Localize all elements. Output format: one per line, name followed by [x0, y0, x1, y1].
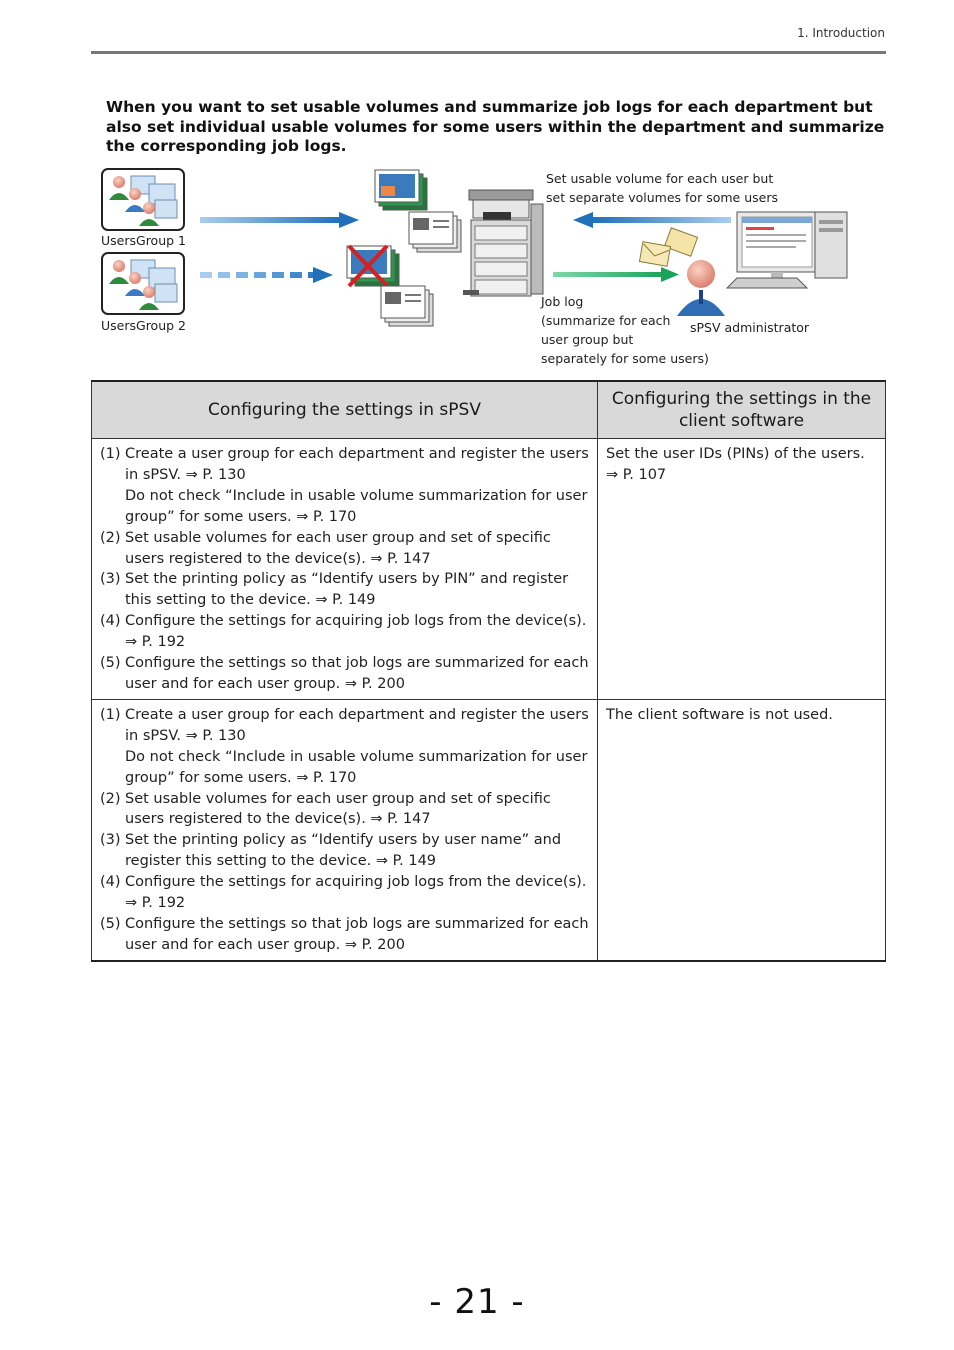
step-item: [100, 444, 589, 528]
step-number: (2): [100, 790, 121, 807]
color-document-stack-crossed-icon: [347, 246, 399, 286]
step-item: [100, 789, 589, 831]
users-group-2-label: UsersGroup 2: [101, 318, 186, 333]
section-header: 1. Introduction: [797, 26, 885, 40]
step-item: [100, 914, 589, 956]
joblog-label-line1: Job log: [541, 294, 584, 309]
step-number: (5): [100, 915, 121, 932]
table-header-row: [92, 381, 886, 439]
steps-list: [100, 444, 589, 695]
header-rule: [91, 51, 886, 54]
step-item: [100, 611, 589, 653]
spsv-steps-cell: [92, 699, 598, 960]
table-row: [92, 699, 886, 960]
set-volume-label-line2: set separate volumes for some users: [546, 190, 778, 205]
admin-person-icon: [677, 260, 725, 316]
workflow-figure: [91, 160, 886, 375]
step-text: Set usable volumes for each user group and set of specific users registered to the device(s). ⇒ P. 147: [125, 529, 551, 567]
step-number: (3): [100, 571, 121, 588]
set-volume-label-line1: Set usable volume for each user but: [546, 171, 774, 186]
envelope-icon: [639, 228, 697, 266]
joblog-label-line3: user group but: [541, 332, 634, 347]
printer-icon: [463, 190, 543, 296]
spsv-steps-cell: [92, 439, 598, 700]
step-number: (5): [100, 655, 121, 672]
admin-label: sPSV administrator: [690, 320, 810, 335]
joblog-arrow: [553, 267, 679, 282]
table-row: [92, 439, 886, 700]
color-document-stack-icon: [375, 170, 427, 210]
section-heading: When you want to set usable volumes and summarize job logs for each department but also set individual usable volumes for some users within the department and summarize the corresponding job logs.: [106, 98, 885, 155]
group2-dashed-arrow: [200, 267, 333, 283]
step-item: [100, 653, 589, 695]
step-text: Configure the settings for acquiring job logs from the device(s). ⇒ P. 192: [125, 613, 587, 651]
step-text: Configure the settings so that job logs are summarized for each user and for each user group. ⇒ P. 200: [125, 915, 589, 953]
step-text: Configure the settings for acquiring job logs from the device(s). ⇒ P. 192: [125, 874, 587, 912]
page-number: - 21 -: [429, 1282, 525, 1322]
step-number: (2): [100, 529, 121, 546]
step-item: [100, 830, 589, 872]
step-number: (1): [100, 706, 121, 723]
joblog-label-line4: separately for some users): [541, 351, 709, 366]
step-number: (1): [100, 446, 121, 462]
step-text: Create a user group for each department and register the users in sPSV. ⇒ P. 130 Do not check “Include in usable volume summarization for user group” for some users. ⇒ P. 170: [125, 446, 589, 525]
mono-document-stack-icon-1: [409, 212, 461, 252]
table-header-client: Configuring the settings in the client software: [598, 381, 886, 439]
users-group-1-icon: [102, 169, 184, 230]
steps-list: [100, 705, 589, 956]
step-text: Set the printing policy as “Identify users by user name” and register this setting to the device. ⇒ P. 149: [125, 832, 562, 870]
table-header-spsv: Configuring the settings in sPSV: [92, 381, 598, 439]
step-text: Set the printing policy as “Identify users by PIN” and register this setting to the device. ⇒ P. 149: [125, 571, 569, 609]
step-number: (3): [100, 832, 121, 849]
client-setting-cell: Set the user IDs (PINs) of the users. ⇒ P. 107: [598, 439, 886, 700]
step-text: Set usable volumes for each user group and set of specific users registered to the device(s). ⇒ P. 147: [125, 790, 551, 828]
step-item: [100, 528, 589, 570]
client-setting-cell: The client software is not used.: [598, 699, 886, 960]
step-number: (4): [100, 613, 121, 630]
step-item: [100, 569, 589, 611]
step-item: [100, 705, 589, 789]
settings-table: [91, 380, 886, 962]
set-volume-arrow: [573, 212, 731, 228]
group1-arrow: [200, 212, 359, 228]
users-group-1-label: UsersGroup 1: [101, 233, 186, 248]
step-item: [100, 872, 589, 914]
mono-document-stack-icon-2: [381, 286, 433, 326]
step-number: (4): [100, 874, 121, 891]
desktop-computer-icon: [727, 212, 847, 288]
joblog-label-line2: (summarize for each: [541, 313, 671, 328]
step-text: Create a user group for each department and register the users in sPSV. ⇒ P. 130 Do not check “Include in usable volume summarization for user group” for some users. ⇒ P. 170: [125, 706, 589, 786]
step-text: Configure the settings so that job logs are summarized for each user and for each user group. ⇒ P. 200: [125, 655, 589, 692]
users-group-2-icon: [102, 253, 184, 314]
